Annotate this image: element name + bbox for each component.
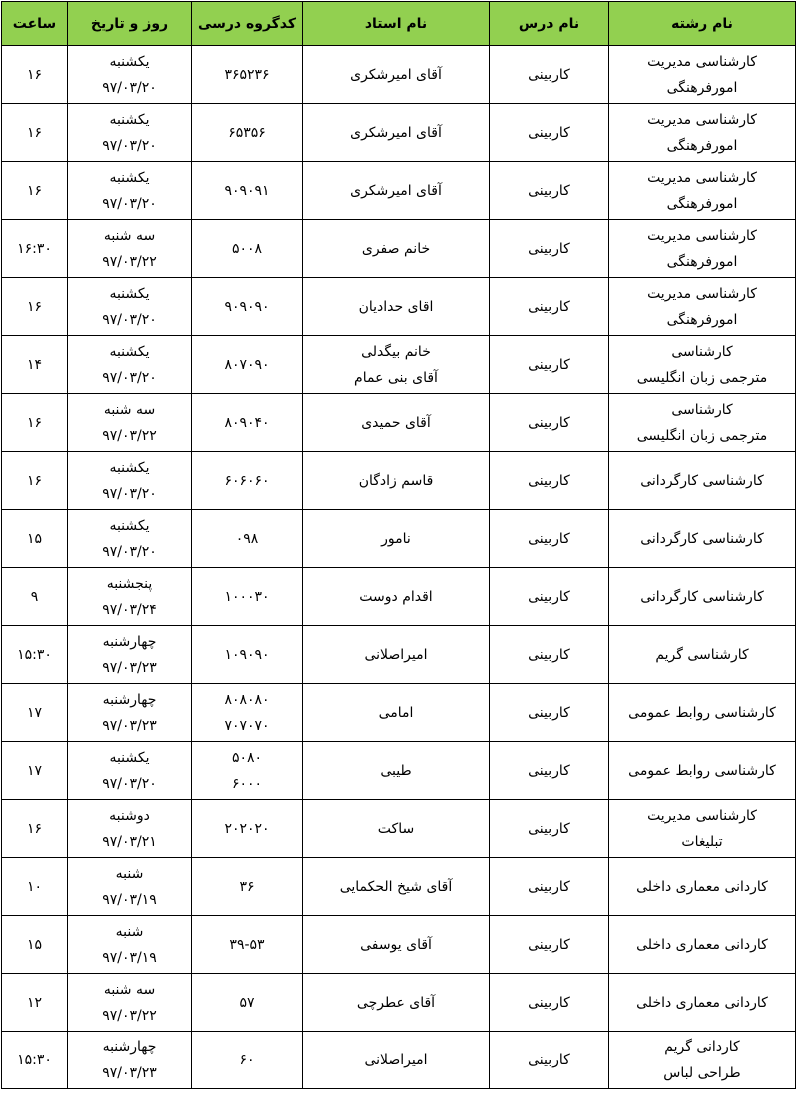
teacher-line: اقدام دوست bbox=[359, 588, 433, 605]
code-cell bbox=[192, 510, 303, 568]
code-line: ۳۹-۵۳ bbox=[229, 936, 265, 953]
teacher-cell bbox=[303, 916, 490, 974]
major-line: کارشناسی bbox=[671, 343, 733, 360]
teacher-cell bbox=[303, 974, 490, 1032]
course-cell bbox=[490, 684, 609, 742]
code-line: ۸۰۷۰۹۰ bbox=[224, 356, 270, 373]
major-cell bbox=[609, 858, 796, 916]
major-line: کارشناسی روابط عمومی bbox=[628, 704, 776, 721]
date-text: ۹۷/۰۳/۲۴ bbox=[102, 601, 157, 618]
course-text: کاربینی bbox=[528, 414, 570, 431]
code-line: ۱۰۰۰۳۰ bbox=[224, 588, 270, 605]
date-cell bbox=[68, 568, 192, 626]
course-cell bbox=[490, 916, 609, 974]
teacher-cell bbox=[303, 510, 490, 568]
code-line: ۶۰ bbox=[239, 1052, 255, 1068]
code-cell bbox=[192, 916, 303, 974]
day-text: یکشنبه bbox=[109, 169, 150, 186]
day-text: یکشنبه bbox=[109, 53, 150, 70]
teacher-cell bbox=[303, 626, 490, 684]
date-text: ۹۷/۰۳/۲۲ bbox=[102, 253, 157, 270]
time-text: ۱۶ bbox=[26, 124, 43, 141]
day-text: سه شنبه bbox=[103, 227, 156, 244]
time-text: ۱۴ bbox=[26, 356, 43, 373]
schedule-body bbox=[2, 46, 796, 1089]
course-cell bbox=[490, 104, 609, 162]
major-line: کاردانی معماری داخلی bbox=[636, 878, 768, 895]
time-text: ۱۵:۳۰ bbox=[17, 1052, 52, 1068]
time-text: ۱۷ bbox=[26, 704, 43, 721]
course-cell bbox=[490, 278, 609, 336]
teacher-cell bbox=[303, 568, 490, 626]
code-line: ۱۰۹۰۹۰ bbox=[224, 646, 270, 663]
course-text: کاربینی bbox=[528, 182, 570, 199]
course-cell bbox=[490, 452, 609, 510]
day-text: سه شنبه bbox=[103, 981, 156, 998]
course-text: کاربینی bbox=[528, 646, 570, 663]
course-cell bbox=[490, 46, 609, 104]
date-cell bbox=[68, 858, 192, 916]
time-cell bbox=[2, 742, 68, 800]
major-cell bbox=[609, 162, 796, 220]
time-text: ۱۶:۳۰ bbox=[17, 240, 52, 257]
date-text: ۹۷/۰۳/۱۹ bbox=[102, 949, 157, 966]
table-row bbox=[2, 220, 796, 278]
header-time: ساعت bbox=[2, 2, 68, 46]
major-line: کارشناسی مدیریت bbox=[647, 807, 757, 824]
teacher-cell bbox=[303, 104, 490, 162]
date-text: ۹۷/۰۳/۲۰ bbox=[102, 369, 157, 386]
date-text: ۹۷/۰۳/۲۰ bbox=[102, 775, 157, 792]
date-cell bbox=[68, 916, 192, 974]
major-line: امورفرهنگی bbox=[666, 195, 738, 212]
time-text: ۱۶ bbox=[26, 472, 43, 489]
major-line: کارشناسی کارگردانی bbox=[640, 472, 764, 489]
time-cell bbox=[2, 626, 68, 684]
course-cell bbox=[490, 800, 609, 858]
course-text: کاربینی bbox=[528, 240, 570, 257]
date-cell bbox=[68, 104, 192, 162]
teacher-cell bbox=[303, 336, 490, 394]
code-cell bbox=[192, 162, 303, 220]
major-line: کارشناسی مدیریت bbox=[647, 111, 757, 128]
major-cell bbox=[609, 1032, 796, 1089]
teacher-cell bbox=[303, 452, 490, 510]
code-line: ۸۰۹۰۴۰ bbox=[224, 414, 270, 431]
major-cell bbox=[609, 568, 796, 626]
course-cell bbox=[490, 626, 609, 684]
course-text: کاربینی bbox=[528, 588, 570, 605]
teacher-cell bbox=[303, 684, 490, 742]
time-cell bbox=[2, 220, 68, 278]
code-cell bbox=[192, 800, 303, 858]
major-line: امورفرهنگی bbox=[666, 137, 738, 154]
date-cell bbox=[68, 220, 192, 278]
date-cell bbox=[68, 162, 192, 220]
schedule-table bbox=[1, 1, 796, 1089]
time-cell bbox=[2, 104, 68, 162]
course-text: کاربینی bbox=[528, 878, 570, 895]
code-line: ۳۶۵۲۳۶ bbox=[224, 66, 270, 83]
major-line: کارشناسی کارگردانی bbox=[640, 588, 764, 605]
major-cell bbox=[609, 626, 796, 684]
time-text: ۱۰ bbox=[26, 878, 43, 895]
date-text: ۹۷/۰۳/۲۰ bbox=[102, 485, 157, 502]
major-line: امورفرهنگی bbox=[666, 311, 738, 328]
date-cell bbox=[68, 742, 192, 800]
teacher-line: آقای امیرشکری bbox=[350, 66, 442, 83]
teacher-line: آقای بنی عمام bbox=[354, 369, 438, 386]
date-cell bbox=[68, 626, 192, 684]
day-text: یکشنبه bbox=[109, 343, 150, 360]
code-cell bbox=[192, 684, 303, 742]
time-cell bbox=[2, 336, 68, 394]
teacher-cell bbox=[303, 394, 490, 452]
time-text: ۱۶ bbox=[26, 414, 43, 431]
code-line: ۵۰۸۰ bbox=[231, 749, 263, 766]
date-cell bbox=[68, 336, 192, 394]
course-text: کاربینی bbox=[528, 704, 570, 721]
code-cell bbox=[192, 742, 303, 800]
date-cell bbox=[68, 684, 192, 742]
teacher-cell bbox=[303, 800, 490, 858]
table-row bbox=[2, 626, 796, 684]
code-line: ۹۰۹۰۹۱ bbox=[224, 182, 270, 199]
code-cell bbox=[192, 220, 303, 278]
course-cell bbox=[490, 568, 609, 626]
header-code: کدگروه درسی bbox=[192, 2, 303, 46]
table-row bbox=[2, 742, 796, 800]
table-row bbox=[2, 394, 796, 452]
major-line: کارشناسی کارگردانی bbox=[640, 530, 764, 547]
time-cell bbox=[2, 858, 68, 916]
code-cell bbox=[192, 394, 303, 452]
day-text: چهارشنبه bbox=[102, 633, 157, 650]
time-cell bbox=[2, 568, 68, 626]
code-line: ۵۰۰۸ bbox=[231, 240, 263, 257]
date-text: ۹۷/۰۳/۲۰ bbox=[102, 79, 157, 96]
time-cell bbox=[2, 800, 68, 858]
course-text: کاربینی bbox=[528, 66, 570, 83]
date-text: ۹۷/۰۳/۲۰ bbox=[102, 137, 157, 154]
code-cell bbox=[192, 46, 303, 104]
course-text: کاربینی bbox=[528, 936, 570, 953]
teacher-line: امامی bbox=[378, 704, 414, 721]
day-text: یکشنبه bbox=[109, 111, 150, 128]
date-text: ۹۷/۰۳/۲۲ bbox=[102, 427, 157, 444]
table-row bbox=[2, 684, 796, 742]
table-row bbox=[2, 336, 796, 394]
major-line: کارشناسی گریم bbox=[655, 646, 749, 663]
major-line: کارشناسی مدیریت bbox=[647, 227, 757, 244]
time-text: ۱۶ bbox=[26, 182, 43, 199]
time-text: ۱۲ bbox=[26, 994, 43, 1011]
date-cell bbox=[68, 452, 192, 510]
date-text: ۹۷/۰۳/۲۰ bbox=[102, 195, 157, 212]
teacher-line: امیراصلانی bbox=[364, 646, 428, 663]
teacher-line: نامور bbox=[381, 530, 411, 547]
day-text: یکشنبه bbox=[109, 285, 150, 302]
code-cell bbox=[192, 452, 303, 510]
table-row bbox=[2, 452, 796, 510]
major-cell bbox=[609, 684, 796, 742]
time-text: ۱۵ bbox=[26, 530, 43, 547]
course-text: کاربینی bbox=[528, 356, 570, 373]
teacher-line: آقای امیرشکری bbox=[350, 182, 442, 199]
code-line: ۳۶ bbox=[239, 878, 255, 895]
teacher-cell bbox=[303, 220, 490, 278]
teacher-cell bbox=[303, 278, 490, 336]
table-row bbox=[2, 916, 796, 974]
table-row bbox=[2, 568, 796, 626]
code-cell bbox=[192, 974, 303, 1032]
table-row bbox=[2, 510, 796, 568]
teacher-line: آقای یوسفی bbox=[360, 936, 432, 953]
teacher-cell bbox=[303, 742, 490, 800]
teacher-line: آقای عطرچی bbox=[356, 994, 436, 1011]
major-line: مترجمی زبان انگلیسی bbox=[636, 427, 768, 444]
time-text: ۱۵:۳۰ bbox=[17, 646, 52, 663]
major-cell bbox=[609, 336, 796, 394]
code-cell bbox=[192, 278, 303, 336]
major-cell bbox=[609, 220, 796, 278]
course-cell bbox=[490, 162, 609, 220]
time-cell bbox=[2, 162, 68, 220]
day-text: یکشنبه bbox=[109, 459, 150, 476]
course-cell bbox=[490, 742, 609, 800]
time-cell bbox=[2, 278, 68, 336]
header-date: روز و تاریخ bbox=[68, 2, 192, 46]
major-line: امورفرهنگی bbox=[666, 253, 738, 270]
time-text: ۱۶ bbox=[26, 820, 43, 837]
major-line: تبلیغات bbox=[681, 833, 723, 850]
day-text: دوشنبه bbox=[109, 807, 150, 824]
day-text: چهارشنبه bbox=[102, 1039, 157, 1055]
major-line: مترجمی زبان انگلیسی bbox=[636, 369, 768, 386]
code-cell bbox=[192, 1032, 303, 1089]
course-cell bbox=[490, 220, 609, 278]
code-cell bbox=[192, 336, 303, 394]
course-text: کاربینی bbox=[528, 1052, 570, 1068]
code-line: ۶۰۰۰ bbox=[231, 775, 263, 792]
teacher-cell bbox=[303, 1032, 490, 1089]
time-cell bbox=[2, 394, 68, 452]
major-cell bbox=[609, 974, 796, 1032]
major-cell bbox=[609, 800, 796, 858]
course-text: کاربینی bbox=[528, 124, 570, 141]
date-text: ۹۷/۰۳/۲۳ bbox=[102, 659, 157, 676]
time-text: ۱۶ bbox=[26, 298, 43, 315]
date-cell bbox=[68, 46, 192, 104]
time-cell bbox=[2, 1032, 68, 1089]
course-text: کاربینی bbox=[528, 994, 570, 1011]
date-text: ۹۷/۰۳/۲۲ bbox=[102, 1007, 157, 1024]
major-line: کارشناسی روابط عمومی bbox=[628, 762, 776, 779]
major-line: کارشناسی مدیریت bbox=[647, 169, 757, 186]
major-line: کارشناسی bbox=[671, 401, 733, 418]
major-line: کارشناسی مدیریت bbox=[647, 53, 757, 70]
table-row bbox=[2, 104, 796, 162]
major-line: کاردانی معماری داخلی bbox=[636, 936, 768, 953]
code-line: ۶۰۶۰۶۰ bbox=[224, 472, 270, 489]
code-line: ۰۹۸ bbox=[235, 530, 259, 547]
major-cell bbox=[609, 278, 796, 336]
course-text: کاربینی bbox=[528, 820, 570, 837]
teacher-line: خانم بیگدلی bbox=[361, 343, 431, 360]
day-text: چهارشنبه bbox=[102, 691, 157, 708]
major-line: امورفرهنگی bbox=[666, 79, 738, 96]
teacher-cell bbox=[303, 858, 490, 916]
date-text: ۹۷/۰۳/۲۰ bbox=[102, 543, 157, 560]
day-text: یکشنبه bbox=[109, 749, 150, 766]
course-text: کاربینی bbox=[528, 298, 570, 315]
time-text: ۱۷ bbox=[26, 762, 43, 779]
date-cell bbox=[68, 278, 192, 336]
teacher-line: طیبی bbox=[380, 762, 412, 779]
code-cell bbox=[192, 626, 303, 684]
table-row bbox=[2, 858, 796, 916]
code-line: ۸۰۸۰۸۰ bbox=[224, 691, 270, 708]
major-line: کاردانی گریم bbox=[664, 1039, 740, 1055]
table-row bbox=[2, 1032, 796, 1089]
time-cell bbox=[2, 452, 68, 510]
header-major: نام رشته bbox=[609, 2, 796, 46]
code-line: ۲۰۲۰۲۰ bbox=[224, 820, 270, 837]
teacher-line: آقای حمیدی bbox=[361, 414, 431, 431]
course-text: کاربینی bbox=[528, 530, 570, 547]
major-cell bbox=[609, 104, 796, 162]
time-cell bbox=[2, 974, 68, 1032]
code-cell bbox=[192, 568, 303, 626]
header-teacher: نام استاد bbox=[303, 2, 490, 46]
table-row bbox=[2, 974, 796, 1032]
date-text: ۹۷/۰۳/۱۹ bbox=[102, 891, 157, 908]
table-row bbox=[2, 162, 796, 220]
code-line: ۹۰۹۰۹۰ bbox=[224, 298, 270, 315]
day-text: یکشنبه bbox=[109, 517, 150, 534]
time-text: ۱۶ bbox=[26, 66, 43, 83]
teacher-cell bbox=[303, 162, 490, 220]
teacher-line: آقای شیخ الحکمایی bbox=[339, 878, 453, 895]
major-cell bbox=[609, 510, 796, 568]
date-cell bbox=[68, 974, 192, 1032]
major-cell bbox=[609, 452, 796, 510]
time-text: ۱۵ bbox=[26, 936, 43, 953]
teacher-line: ساکت bbox=[377, 820, 415, 837]
table-row bbox=[2, 800, 796, 858]
header-row bbox=[2, 2, 796, 46]
course-cell bbox=[490, 394, 609, 452]
date-cell bbox=[68, 394, 192, 452]
teacher-cell bbox=[303, 46, 490, 104]
day-text: شنبه bbox=[115, 923, 144, 940]
date-text: ۹۷/۰۳/۲۱ bbox=[102, 833, 157, 850]
course-cell bbox=[490, 336, 609, 394]
course-text: کاربینی bbox=[528, 472, 570, 489]
teacher-line: قاسم زادگان bbox=[358, 472, 434, 489]
date-text: ۹۷/۰۳/۲۰ bbox=[102, 311, 157, 328]
major-cell bbox=[609, 394, 796, 452]
table-row bbox=[2, 46, 796, 104]
code-line: ۵۷ bbox=[239, 994, 255, 1011]
course-cell bbox=[490, 858, 609, 916]
time-cell bbox=[2, 510, 68, 568]
code-line: ۶۵۳۵۶ bbox=[228, 124, 266, 141]
table-row bbox=[2, 278, 796, 336]
course-text: کاربینی bbox=[528, 762, 570, 779]
date-text: ۹۷/۰۳/۲۳ bbox=[102, 1065, 157, 1081]
major-cell bbox=[609, 742, 796, 800]
header-course: نام درس bbox=[490, 2, 609, 46]
teacher-line: اقای حدادیان bbox=[358, 298, 434, 315]
date-text: ۹۷/۰۳/۲۳ bbox=[102, 717, 157, 734]
major-line: کاردانی معماری داخلی bbox=[636, 994, 768, 1011]
teacher-line: خانم صفری bbox=[361, 240, 431, 257]
code-cell bbox=[192, 858, 303, 916]
major-cell bbox=[609, 46, 796, 104]
time-cell bbox=[2, 46, 68, 104]
time-cell bbox=[2, 916, 68, 974]
date-cell bbox=[68, 1032, 192, 1089]
major-cell bbox=[609, 916, 796, 974]
course-cell bbox=[490, 510, 609, 568]
code-line: ۷۰۷۰۷۰ bbox=[224, 717, 270, 734]
course-cell bbox=[490, 974, 609, 1032]
major-line: طراحی لباس bbox=[663, 1065, 741, 1081]
day-text: پنجشنبه bbox=[106, 575, 153, 592]
day-text: سه شنبه bbox=[103, 401, 156, 418]
teacher-line: آقای امیرشکری bbox=[350, 124, 442, 141]
date-cell bbox=[68, 800, 192, 858]
major-line: کارشناسی مدیریت bbox=[647, 285, 757, 302]
code-cell bbox=[192, 104, 303, 162]
time-cell bbox=[2, 684, 68, 742]
time-text: ۹ bbox=[30, 588, 39, 605]
course-cell bbox=[490, 1032, 609, 1089]
teacher-line: امیراصلانی bbox=[364, 1052, 428, 1068]
date-cell bbox=[68, 510, 192, 568]
day-text: شنبه bbox=[115, 865, 144, 882]
